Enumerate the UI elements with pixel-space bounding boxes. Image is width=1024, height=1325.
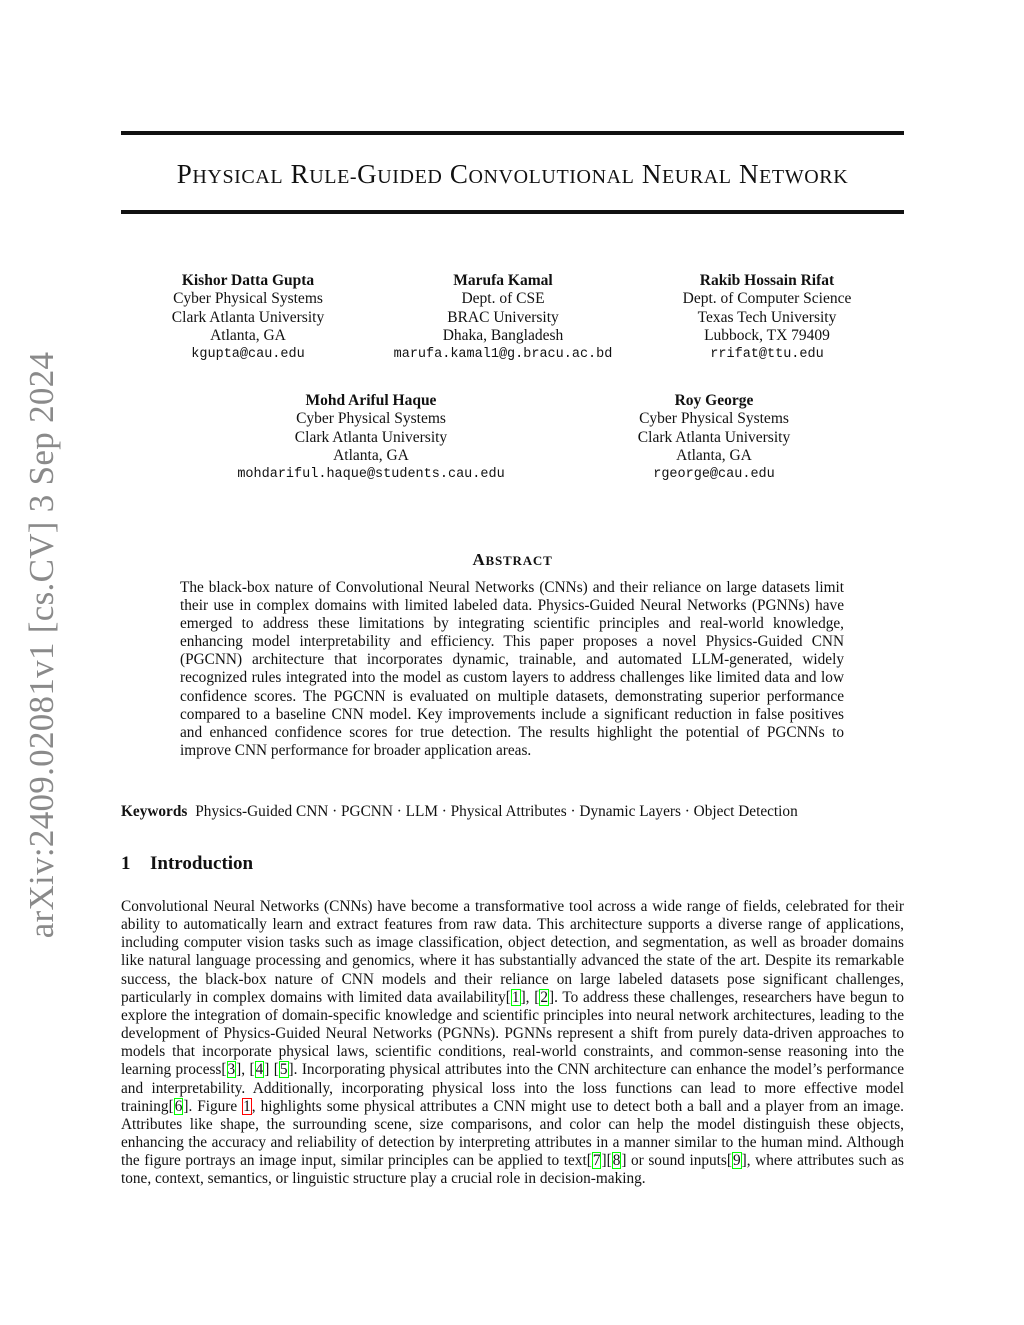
title-bottom-rule xyxy=(121,210,904,214)
abstract-heading: ABSTRACT xyxy=(472,550,553,569)
title-word: RULE-GUIDED xyxy=(290,159,443,189)
author-name: Rakib Hossain Rifat xyxy=(699,272,835,289)
author-name: Roy George xyxy=(674,392,754,409)
author-block xyxy=(638,392,790,484)
citation-link[interactable]: 9 xyxy=(733,1152,741,1170)
section-heading xyxy=(121,853,253,875)
section-number: 1 xyxy=(121,853,131,874)
author-affiliation: Texas Tech University xyxy=(697,308,837,326)
introduction-paragraph: Convolutional Neural Networks (CNNs) have become a transformative tool across a wide range of fields, celebrated for their ability to automatically learn and extract features from raw data. This architecture supports a diverse range of applications, including computer vision tasks such as image classification, object detection, and segmentation, as well as broader domains like natural language processing and genomics, where it has substantially advanced the state of the art. Despite its remarkable success, the black-box nature of CNN models and their reliance on large labeled datasets pose significant challenges, particularly in complex domains with limited data availability[1], [2]. To address these challenges, researchers have begun to explore the integration of domain-specific knowledge and scientific principles into neural network architectures, leading to the development of Physics-Guided Neural Networks (PGNNs). PGNNs represent a shift from purely data-driven approaches to models that incorporate physical laws, scientific conditions, real-world constraints, and common-sense reasoning into the learning process[3], [4] [5]. Incorporating physical attributes into the CNN architecture can enhance the model’s performance and interpretability. Additionally, incorporating physical loss into the loss functions can lead to more effective model training[6]. Figure 1, highlights some physical attributes a CNN might use to detect both a ball and a player from an image. Attributes like shape, the surrounding scene, size comparisons, and color can help the model distinguish these objects, enhancing the accuracy and reliability of detection by interpreting attributes in a manner similar to the human mind. Although the figure portrays an image input, similar principles can be applied to text[7][8] or sound inputs[9], where attributes such as tone, context, semantics, or linguistic structure play a crucial role in decision-making. xyxy=(121,898,904,1188)
author-affiliation: Cyber Physical Systems xyxy=(296,410,446,428)
author-affiliation: Clark Atlanta University xyxy=(294,428,448,446)
author-affiliation: Clark Atlanta University xyxy=(171,308,325,326)
author-location: Lubbock, TX 79409 xyxy=(704,327,830,345)
author-block xyxy=(394,272,613,364)
citation-link[interactable]: 3 xyxy=(227,1061,236,1079)
citation-link[interactable]: 2 xyxy=(540,988,548,1006)
keywords-list: Physics-Guided CNN · PGCNN · LLM · Physical Attributes · Dynamic Layers · Object Detection xyxy=(195,803,798,820)
citation-link[interactable]: 1 xyxy=(511,988,520,1006)
title-word: PHYSICAL xyxy=(176,159,284,189)
author-block xyxy=(172,272,324,364)
author-name: Mohd Ariful Haque xyxy=(305,392,437,409)
title-word: NEURAL xyxy=(641,159,732,189)
author-location: Dhaka, Bangladesh xyxy=(442,327,564,345)
section-title: Introduction xyxy=(150,853,254,874)
citation-link[interactable]: 7 xyxy=(592,1152,601,1170)
keywords-line xyxy=(121,803,798,821)
author-email[interactable]: rrifat@ttu.edu xyxy=(710,346,824,362)
abstract-text: The black-box nature of Convolutional Neural Networks (CNNs) and their reliance on large datasets limit their use in complex domains with limited labeled data. Physics-Guided Neural Networks (PGNNs) have emerged to address these limitations by integrating scientific principles and real-world knowledge, enhancing model interpretability and efficiency. This paper proposes a novel Physics-Guided CNN (PGCNN) architecture that incorporates dynamic, trainable, and automated LLM-generated, widely recognized rules integrated into the model as custom layers to address challenges like limited data and low confidence scores. The PGCNN is evaluated on multiple datasets, demonstrating superior performance compared to a baseline CNN model. Key improvements include a significant reduction in false positives and enhanced confidence scores for true detection. The results highlight the potential of PGCNNs to improve CNN performance for broader application areas. xyxy=(180,579,844,759)
author-location: Atlanta, GA xyxy=(333,447,409,465)
citation-link[interactable]: 5 xyxy=(279,1061,288,1079)
citation-link[interactable]: 4 xyxy=(255,1061,264,1079)
author-name: Kishor Datta Gupta xyxy=(181,272,315,289)
author-email[interactable]: marufa.kamal1@g.bracu.ac.bd xyxy=(393,346,613,362)
title-word: CONVOLUTIONAL xyxy=(449,159,635,189)
citation-link[interactable]: 6 xyxy=(174,1097,183,1115)
author-email[interactable]: mohdariful.haque@students.cau.edu xyxy=(237,466,505,482)
author-email[interactable]: kgupta@cau.edu xyxy=(191,346,305,362)
citation-link[interactable]: 8 xyxy=(612,1152,621,1170)
author-block xyxy=(683,272,852,364)
author-location: Atlanta, GA xyxy=(210,327,286,345)
figure-reference-link[interactable]: 1 xyxy=(243,1097,251,1115)
author-affiliation: Cyber Physical Systems xyxy=(173,290,323,308)
author-email[interactable]: rgeorge@cau.edu xyxy=(653,466,775,482)
author-affiliation: BRAC University xyxy=(447,308,559,326)
author-location: Atlanta, GA xyxy=(676,447,752,465)
author-affiliation: Dept. of CSE xyxy=(461,290,545,308)
author-block xyxy=(237,392,504,484)
author-affiliation: Cyber Physical Systems xyxy=(639,410,789,428)
author-affiliation: Clark Atlanta University xyxy=(637,428,791,446)
title-top-rule xyxy=(121,131,904,135)
title-word: NETWORK xyxy=(739,159,849,189)
paper-title xyxy=(121,159,904,190)
arxiv-identifier-stamp: arXiv:2409.02081v1 [cs.CV] 3 Sep 2024 xyxy=(22,351,61,939)
author-affiliation: Dept. of Computer Science xyxy=(682,290,852,308)
author-name: Marufa Kamal xyxy=(453,272,553,289)
keywords-label: Keywords xyxy=(121,803,188,820)
